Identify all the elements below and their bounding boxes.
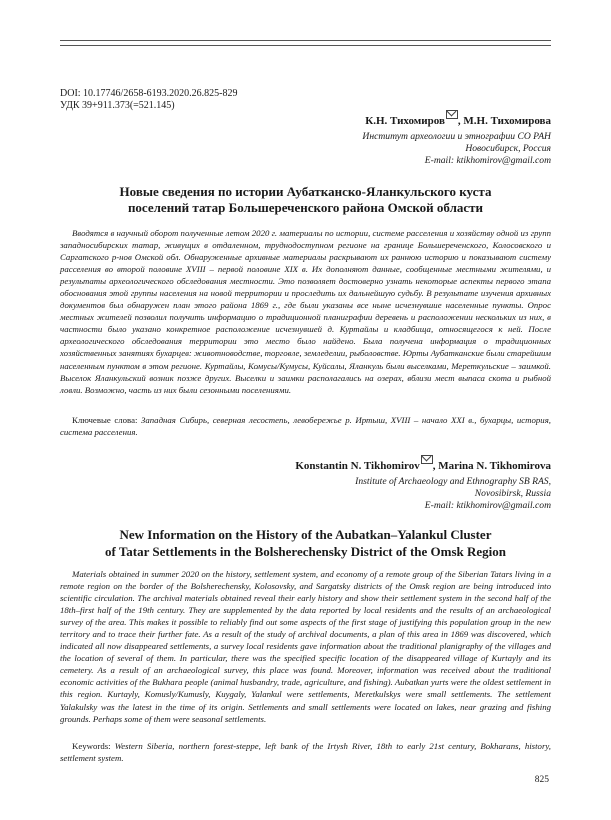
top-rule-thick [60, 40, 551, 41]
udc: УДК 39+911.373(=521.145) [60, 100, 175, 111]
ru-title [60, 184, 551, 216]
en-author-2: , Marina N. Tikhomirova [432, 460, 551, 472]
en-author-1: Konstantin N. Tikhomirov [295, 460, 420, 472]
envelope-icon [421, 455, 433, 464]
identifiers [60, 88, 238, 112]
en-title-line-2: of Tatar Settlements in the Bolsherechensky District of the Omsk Region [104, 544, 507, 559]
envelope-icon [446, 110, 458, 119]
en-authors [295, 460, 551, 472]
ru-email: E-mail: ktikhomirov@gmail.com [424, 155, 551, 166]
ru-city: Новосибирск, Россия [465, 143, 551, 154]
en-email: E-mail: ktikhomirov@gmail.com [424, 500, 551, 511]
en-title [60, 526, 551, 560]
ru-abstract: Вводятся в научный оборот полученные летом 2020 г. материалы по истории, системе расселения и хозяйству одной из групп западносибирских татар, живущих в отдаленном, труднодоступном регионе на границе Большереченского, Колосовского и Саргатского р-нов Омской обл. Обнаруженные архивные материалы раскрывают их раннюю историю и показывают систему расселения во второй половине XVIII – первой половине XIX в. Их дополняют данные, сообщенные местными жителями, и результаты археологического обследования местности. Это позволяет достоверно узнать некоторые аспекты первого этапа обоснования этой группы населения на новой территории и проследить их дальнейшую судьбу. В результате изучения архивных документов был обнаружен план этого района 1869 г., где были указаны все ныне исчезнувшие населенные пункты. Опрос местных жителей позволил получить информацию о традиционной планиграфии деревень и расположении нескольких из них, в частности было указано конкретное расположение исчезнувшей д. Куртайлы и кладбища, относящегося к ней. После археологического обследования территории это место было найдено. Была получена информация о традиционных хозяйственных занятиях бухарцев: животноводстве, торговле, земледелии, рыболовстве. Юрты Аубатканские были старейшим населенным пунктом в этом регионе. Куртайлы, Комусы/Кумусы, Куйсалы, Яланкуль были выселками, Мереткульские – заимкой. Выселок Яланкульский возник позже других. Выселки и заимки располагались на озерах, вблизи мест выпаса скота и рыбной ловли. Возможно, часть из них были сезонными поселениями. [60, 228, 551, 395]
en-title-line-1: New Information on the History of the Aubatkan–Yalankul Cluster [119, 527, 492, 542]
ru-title-line-2: поселений татар Большереченского района Омской области [127, 200, 484, 215]
top-rule-thin [60, 45, 551, 46]
ru-institute: Институт археологии и этнографии СО РАН [362, 131, 551, 142]
ru-keywords-label: Ключевые слова: [72, 415, 142, 425]
ru-authors [365, 115, 551, 127]
en-keywords-value: Western Siberia, northern forest-steppe, left bank of the Irtysh River, 18th to early 21st century, Bokharans, history, settlement system. [60, 741, 551, 763]
en-affiliation [355, 476, 551, 512]
en-abstract: Materials obtained in summer 2020 on the history, settlement system, and economy of a remote group of the Siberian Tatars living in a remote region on the border of the Bolsherechensky, Kolosovsky, and Sargatsky districts of the Omsk region are being introduced into scientific circulation. The archival materials obtained reveal their early history and show their settlement system in the second half of the 18th–first half of the 19th century. They are supplemented by the data reported by local residents and the results of an archaeological survey of the area. This makes it possible to reliably find out some aspects of the first stage of justifying this population group in the new territory and to trace their further fate. As a result of the study of archival documents, a plan of this area in 1869 was discovered, which indicated all now disappeared settlements, a survey local residents gave information about the traditional planigraphy of the villages and the location of several of them. In particular, there was the specified specific location of the disappeared village of Kurtayly and its cemetery. As a result of an archaeological survey, this place was found. Moreover, information was received about the traditional economic activities of the Bukhara people (animal husbandry, trade, agriculture, and fishing). Aubatkan yurts were the oldest settlement in this region. Kurtayly, Komusly/Kumusly, Kuygaly, Yalankul were settlements, Meretkulskys were small settlements. The settlement Yalakulsky was the latest in the time of its origin. Settlements and small settlements were located on lakes, near grazing and fishing grounds. Perhaps some of them were seasonal settlements. [60, 569, 551, 724]
doi: DOI: 10.17746/2658-6193.2020.26.825-829 [60, 88, 238, 99]
ru-keywords [60, 414, 551, 438]
ru-keywords-value: Западная Сибирь, северная лесостепь, левобережье р. Иртыш, XVIII – начало XXI в., бухарцы, история, система расселения. [60, 415, 551, 437]
en-keywords [60, 740, 551, 764]
en-institute: Institute of Archaeology and Ethnography SB RAS, [355, 476, 551, 487]
ru-affiliation [362, 131, 551, 167]
en-city: Novosibirsk, Russia [474, 488, 551, 499]
ru-author-1: К.Н. Тихомиров [365, 115, 445, 127]
en-keywords-label: Keywords: [72, 741, 115, 751]
page-number: 825 [534, 775, 549, 785]
ru-title-line-1: Новые сведения по истории Аубатканско-Яланкульского куста [119, 184, 492, 199]
ru-author-2: , М.Н. Тихомирова [457, 115, 551, 127]
